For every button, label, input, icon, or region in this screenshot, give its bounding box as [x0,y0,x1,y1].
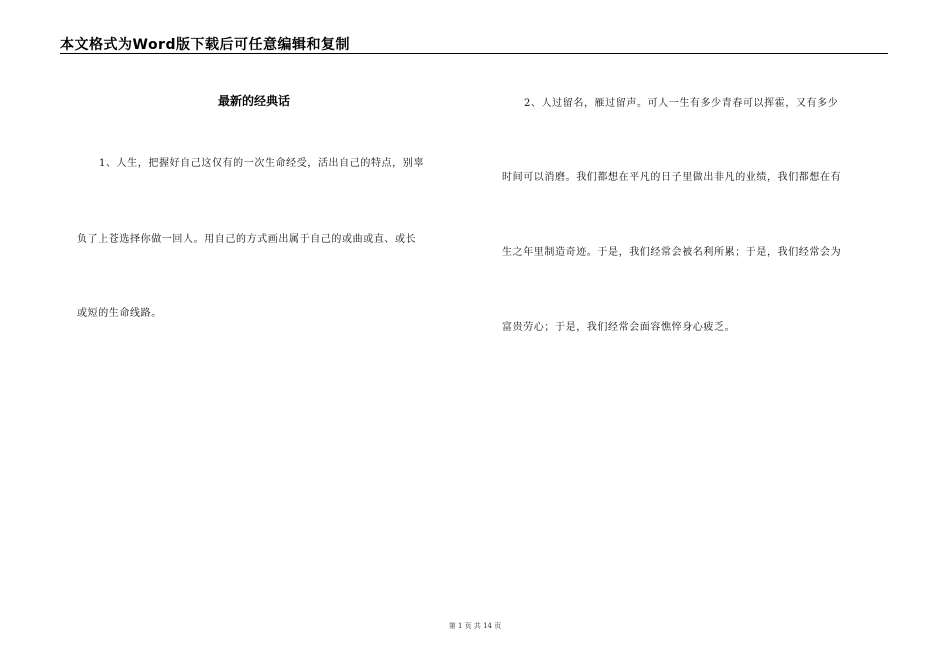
page-number-footer: 第 1 页 共 14 页 [448,622,502,630]
document-header-title: 本文格式为Word版下载后可任意编辑和复制 [60,37,350,53]
article-title: 最新的经典话 [218,94,291,108]
header-divider [60,53,888,54]
paragraph-line: 1、人生，把握好自己这仅有的一次生命经受，活出自己的特点，别辜 [99,158,424,169]
paragraph-line: 负了上苍选择你做一回人。用自己的方式画出属于自己的或曲或直、或长 [77,234,417,245]
paragraph-line: 富贵劳心；于是，我们经常会面容憔悴身心疲乏。 [502,322,736,333]
paragraph-line: 时间可以消磨。我们都想在平凡的日子里做出非凡的业绩，我们都想在有 [502,172,842,183]
paragraph-line: 生之年里制造奇迹。于是，我们经常会被名利所累；于是，我们经常会为 [502,247,842,258]
paragraph-line: 或短的生命线路。 [77,308,162,319]
paragraph-line: 2、人过留名，雁过留声。可人一生有多少青春可以挥霍，又有多少 [524,98,839,109]
